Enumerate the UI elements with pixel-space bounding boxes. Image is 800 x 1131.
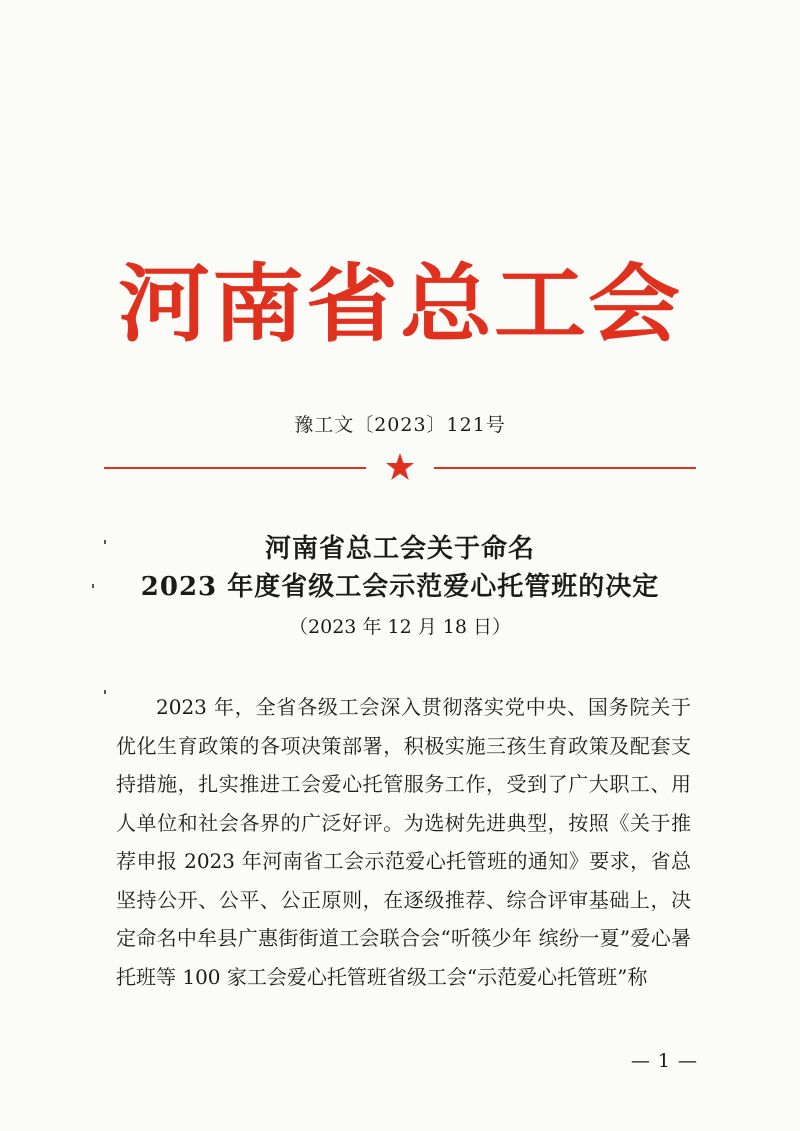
scan-mark <box>104 540 106 544</box>
document-title-line-2: 2023 年度省级工会示范爱心托管班的决定 <box>140 572 660 602</box>
red-divider <box>104 452 696 482</box>
document-title-line-1: 河南省总工会关于命名 <box>264 534 535 564</box>
scan-mark <box>92 584 94 588</box>
document-number: 豫工文〔2023〕121号 <box>294 414 506 436</box>
divider-line-left <box>104 467 366 469</box>
scan-mark <box>104 690 106 694</box>
document-date: （2023 年 12 月 18 日） <box>289 616 511 638</box>
page-number: — 1 — <box>630 1050 698 1072</box>
body-paragraph: 2023 年，全省各级工会深入贯彻落实党中央、国务院关于优化生育政策的各项决策部署，积极实施三孩生育政策及配套支持措施，扎实推进工会爱心托管服务工作，受到了广大职工、用人单位和社会各界的广泛好评。为选树先进典型，按照《关于推荐申报 2023 年河南省工会示范爱心托管班的通知》要求，省总坚持公开、公平、公正原则，在逐级推荐、综合评审基础上，决定命名中牟县广惠街街道工会联合会“听筷少年 缤纷一夏”爱心暑托班等 100 家工会爱心托管班省级工会“示范爱心托管班”称 <box>116 695 691 989</box>
letterhead-title: 河南省总工会 <box>117 255 682 354</box>
divider-line-right <box>434 467 696 469</box>
star-icon <box>385 452 415 482</box>
